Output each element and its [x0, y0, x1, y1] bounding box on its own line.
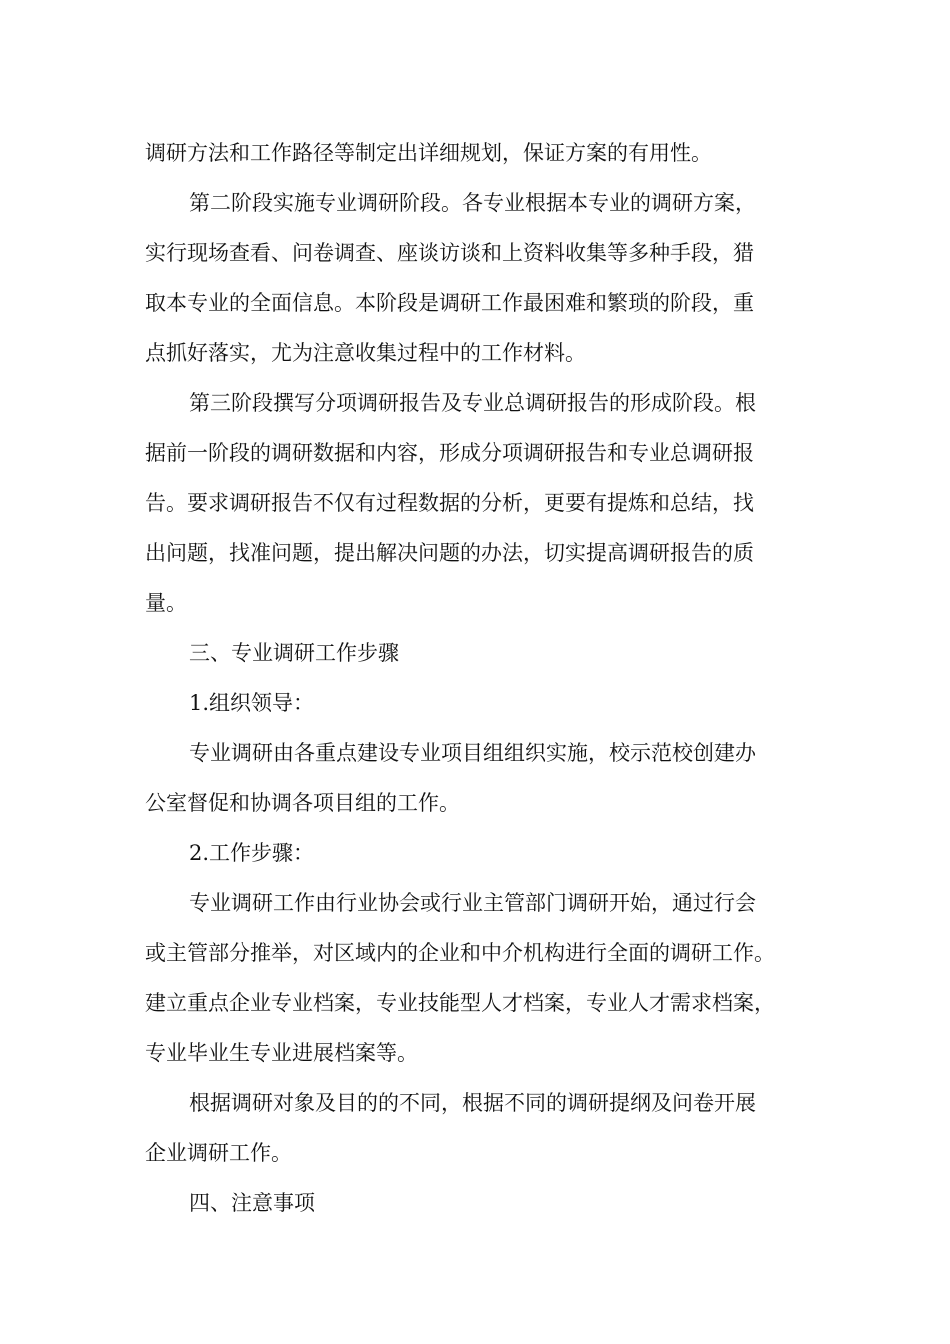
text-line: 第二阶段实施专业调研阶段。各专业根据本专业的调研方案， [189, 191, 756, 215]
text-line: 建立重点企业专业档案，专业技能型人才档案，专业人才需求档案， [145, 991, 775, 1015]
text-line: 出问题，找准问题，提出解决问题的办法，切实提高调研报告的质 [145, 541, 754, 565]
text-line: 专业调研由各重点建设专业项目组组织实施，校示范校创建办 [189, 741, 756, 765]
text-line: 调研方法和工作路径等制定出详细规划，保证方案的有用性。 [145, 141, 712, 165]
text-line: 1.组织领导： [189, 691, 315, 715]
text-line: 企业调研工作。 [145, 1141, 292, 1165]
text-line: 量。 [145, 591, 187, 615]
paragraph [145, 828, 813, 878]
text-line: 实行现场查看、问卷调查、座谈访谈和上资料收集等多种手段，猎 [145, 241, 754, 265]
text-line: 公室督促和协调各项目组的工作。 [145, 791, 460, 815]
text-line: 根据调研对象及目的的不同，根据不同的调研提纲及问卷开展 [189, 1091, 756, 1115]
paragraph [145, 678, 813, 728]
text-line: 取本专业的全面信息。本阶段是调研工作最困难和繁琐的阶段，重 [145, 291, 754, 315]
text-line: 三、专业调研工作步骤 [189, 641, 399, 665]
paragraph [145, 628, 813, 678]
text-line: 点抓好落实，尤为注意收集过程中的工作材料。 [145, 341, 586, 365]
paragraph [145, 878, 813, 1078]
text-line: 第三阶段撰写分项调研报告及专业总调研报告的形成阶段。根 [189, 391, 756, 415]
text-line: 2.工作步骤： [189, 841, 315, 865]
text-line: 告。要求调研报告不仅有过程数据的分析，更要有提炼和总结，找 [145, 491, 754, 515]
paragraph [145, 128, 813, 178]
text-line: 专业调研工作由行业协会或行业主管部门调研开始，通过行会 [189, 891, 756, 915]
paragraph [145, 1178, 813, 1228]
text-line: 四、注意事项 [189, 1191, 315, 1215]
paragraph [145, 178, 813, 378]
text-line: 据前一阶段的调研数据和内容，形成分项调研报告和专业总调研报 [145, 441, 754, 465]
text-line: 或主管部分推举，对区域内的企业和中介机构进行全面的调研工作。 [145, 941, 775, 965]
document-body [145, 128, 813, 1228]
text-line: 专业毕业生专业进展档案等。 [145, 1041, 418, 1065]
paragraph [145, 1078, 813, 1178]
paragraph [145, 378, 813, 628]
paragraph [145, 728, 813, 828]
